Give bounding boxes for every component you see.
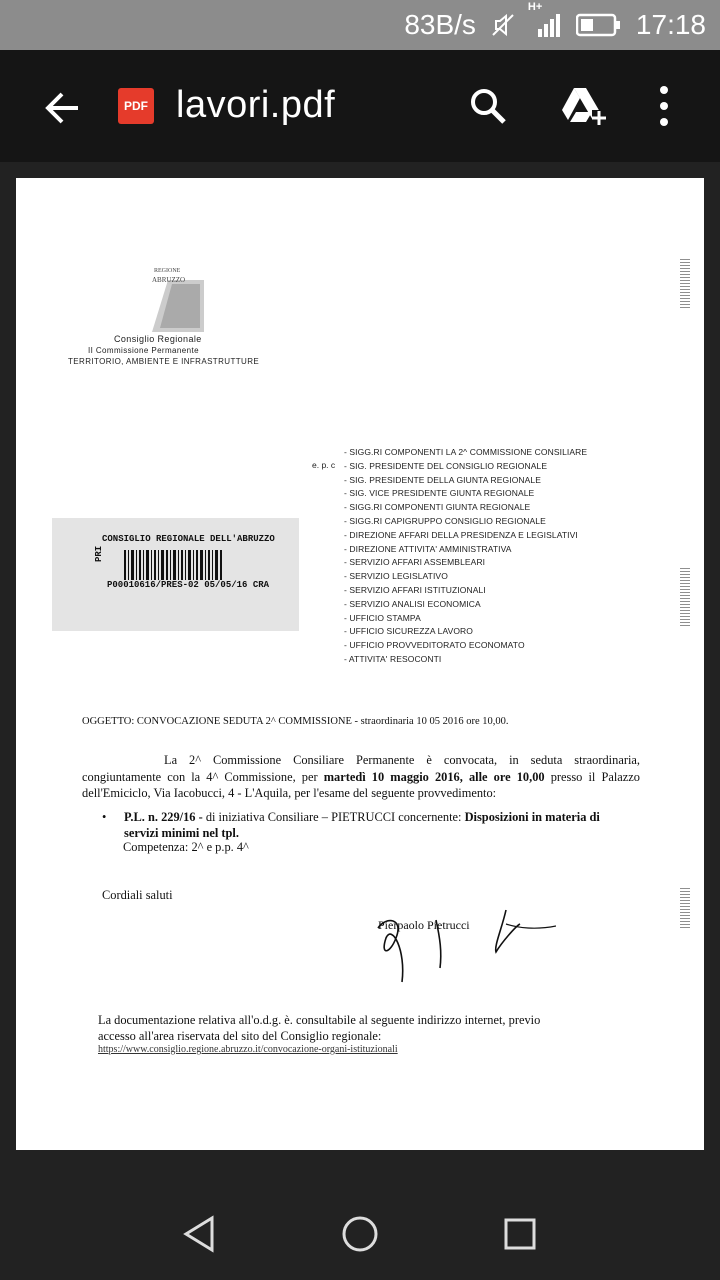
stamp-title: CONSIGLIO REGIONALE DELL'ABRUZZO xyxy=(102,534,275,544)
recipient: - DIREZIONE AFFARI DELLA PRESIDENZA E LEGISLATIVI xyxy=(344,529,578,540)
back-triangle-icon[interactable] xyxy=(178,1212,222,1256)
recipient: - SERVIZIO AFFARI ASSEMBLEARI xyxy=(344,557,486,568)
recipient: - SIGG.RI COMPONENTI GIUNTA REGIONALE xyxy=(344,502,531,513)
bullet-icon: • xyxy=(102,810,107,824)
recipient: - ATTIVITA' RESOCONTI xyxy=(344,653,442,664)
battery-icon xyxy=(576,13,622,37)
documentation-note: La documentazione relativa all'o.d.g. è. consultabile al seguente indirizzo internet, previo accesso all'area riservata del sito del Consiglio regionale: xyxy=(98,1013,541,1043)
protocol-stamp xyxy=(52,518,299,631)
scan-mark xyxy=(680,888,690,928)
recipient: - UFFICIO STAMPA xyxy=(344,612,421,623)
signatory-name: Pierpaolo Pietrucci xyxy=(378,918,470,932)
recipient: - UFFICIO SICUREZZA LAVORO xyxy=(344,626,474,637)
closing: Cordiali saluti xyxy=(102,888,173,902)
recents-square-icon[interactable] xyxy=(498,1212,542,1256)
recipient-list xyxy=(344,446,587,667)
logo-text: REGIONE xyxy=(154,268,181,274)
bill-text: di iniziativa Consiliare – PIETRUCCI concernente: xyxy=(202,810,465,824)
recipient: - UFFICIO PROVVEDITORATO ECONOMATO xyxy=(344,640,525,651)
stamp-side: PRI xyxy=(94,545,104,562)
recipient: - SIG. VICE PRESIDENTE GIUNTA REGIONALE xyxy=(344,488,535,499)
clock: 17:18 xyxy=(635,9,706,40)
file-title: lavori.pdf xyxy=(176,84,336,126)
handwritten-signature xyxy=(356,898,556,988)
recipient: - SERVIZIO AFFARI ISTITUZIONALI xyxy=(344,584,486,595)
convocation-paragraph xyxy=(82,752,640,802)
protocol-number: P00010616/PRES-02 05/05/16 CRA xyxy=(107,580,270,590)
back-arrow-icon[interactable] xyxy=(40,86,84,130)
competence-line: Competenza: 2^ e p.p. 4^ xyxy=(123,840,249,854)
paragraph-text: presso il Palazzo dell'Emiciclo, Via Iacobucci, 4 - L'Aquila, per l'esame del seguente provvedimento: xyxy=(82,769,640,800)
status-bar xyxy=(0,0,720,50)
more-vert-icon[interactable] xyxy=(650,84,678,128)
recipient: - DIREZIONE ATTIVITA' AMMINISTRATIVA xyxy=(344,543,512,554)
search-icon[interactable] xyxy=(466,84,510,128)
recipient: - SIGG.RI CAPIGRUPPO CONSIGLIO REGIONALE xyxy=(344,515,546,526)
documentation-link[interactable]: https://www.consiglio.regione.abruzzo.it/convocazione-organi-istituzionali xyxy=(98,1044,398,1055)
barcode-icon xyxy=(124,550,224,580)
app-bar xyxy=(0,50,720,162)
scan-mark xyxy=(680,258,690,308)
bill-title: Disposizioni in materia di servizi minimi nel tpl. xyxy=(124,810,600,840)
recipient: - SIG. PRESIDENTE DELLA GIUNTA REGIONALE xyxy=(344,474,542,485)
pdf-file-icon: PDF xyxy=(118,88,154,124)
header-line: TERRITORIO, AMBIENTE E INFRASTRUTTURE xyxy=(68,357,260,366)
signal-icon xyxy=(527,1,562,39)
epc-label: e. p. c xyxy=(312,460,336,470)
mute-icon xyxy=(490,12,516,38)
recipient: - SIGG.RI COMPONENTI LA 2^ COMMISSIONE CONSILIARE xyxy=(344,447,588,457)
pdf-viewer[interactable] xyxy=(0,162,720,1186)
recipient: - SERVIZIO LEGISLATIVO xyxy=(344,571,448,582)
recipient: - SIG. PRESIDENTE DEL CONSIGLIO REGIONALE xyxy=(344,460,548,471)
home-circle-icon[interactable] xyxy=(338,1212,382,1256)
header-line: II Commissione Permanente xyxy=(88,346,199,355)
pdf-page xyxy=(16,178,704,1150)
drive-add-icon[interactable] xyxy=(558,84,608,128)
scan-mark xyxy=(680,566,690,626)
meeting-date: martedì 10 maggio 2016, alle ore 10,00 xyxy=(323,769,545,784)
recipient: - SERVIZIO ANALISI ECONOMICA xyxy=(344,598,481,609)
network-type: H+ xyxy=(527,1,543,13)
paragraph-text: La 2^ Commissione Consiliare Permanente è convocata, in seduta straordinaria, congiuntamente con la 4^ Commissione, per xyxy=(82,753,640,784)
bill-number: P.L. n. 229/16 - xyxy=(124,810,203,824)
network-speed: 83B/s xyxy=(404,9,476,40)
header-line: Consiglio Regionale xyxy=(114,334,202,344)
navigation-bar xyxy=(0,1186,720,1280)
logo-text: ABRUZZO xyxy=(152,276,186,284)
subject-line: OGGETTO: CONVOCAZIONE SEDUTA 2^ COMMISSIONE - straordinaria 10 05 2016 ore 10,00. xyxy=(82,716,509,727)
